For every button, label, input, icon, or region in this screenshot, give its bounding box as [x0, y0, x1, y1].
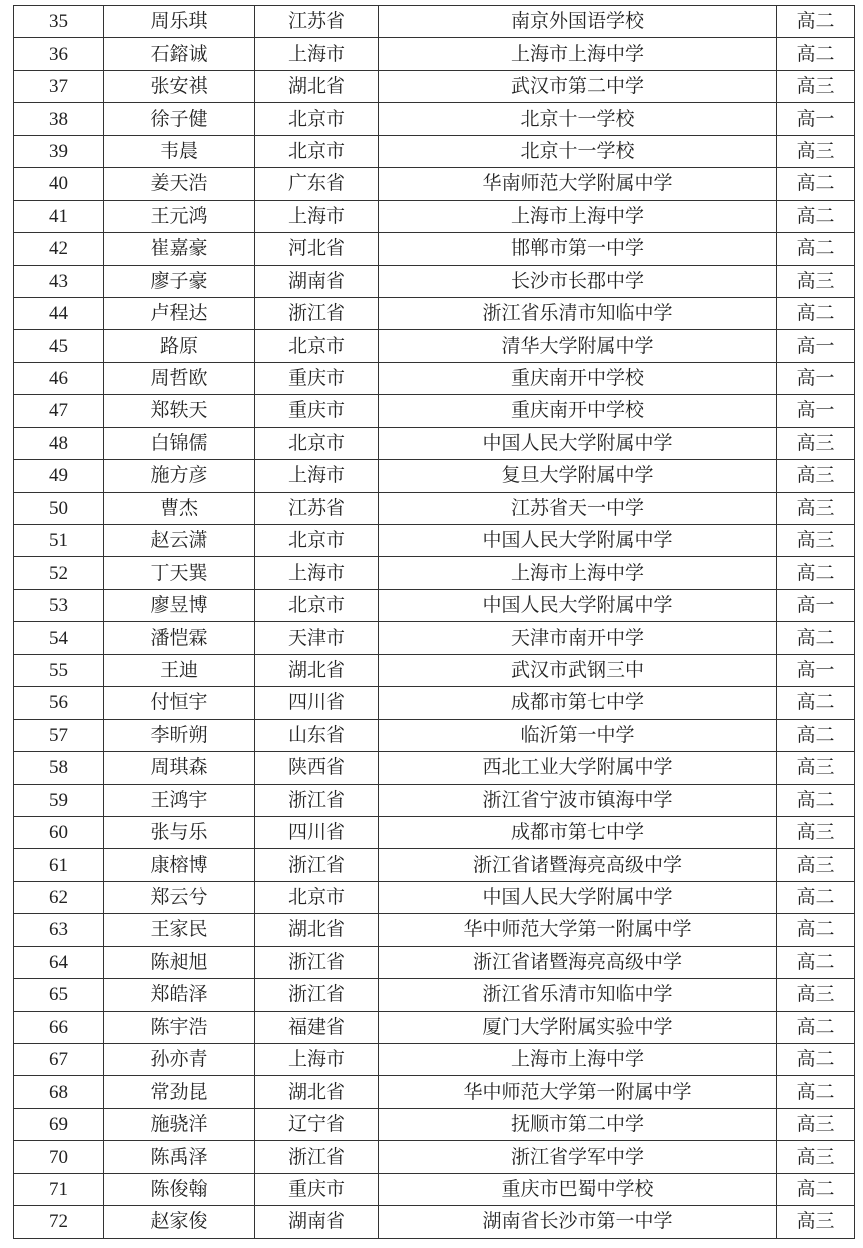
table-row: [14, 265, 855, 297]
student-name-cell: 丁天巽: [104, 557, 255, 589]
grade-cell: 高三: [777, 135, 855, 167]
row-number-cell: 63: [14, 914, 104, 946]
row-number-cell: 70: [14, 1141, 104, 1173]
row-number-cell: 66: [14, 1011, 104, 1043]
school-cell: 浙江省乐清市知临中学: [379, 979, 777, 1011]
table-row: [14, 525, 855, 557]
school-cell: 中国人民大学附属中学: [379, 589, 777, 621]
row-number-cell: 49: [14, 460, 104, 492]
province-cell: 北京市: [255, 589, 379, 621]
student-name-cell: 石鎔诚: [104, 38, 255, 70]
row-number-cell: 51: [14, 525, 104, 557]
school-cell: 邯郸市第一中学: [379, 233, 777, 265]
grade-cell: 高二: [777, 881, 855, 913]
table-row: [14, 70, 855, 102]
row-number-cell: 35: [14, 6, 104, 38]
grade-cell: 高三: [777, 70, 855, 102]
province-cell: 辽宁省: [255, 1108, 379, 1140]
table-row: [14, 1011, 855, 1043]
school-cell: 南京外国语学校: [379, 6, 777, 38]
row-number-cell: 67: [14, 1044, 104, 1076]
grade-cell: 高一: [777, 395, 855, 427]
student-name-cell: 施骁洋: [104, 1108, 255, 1140]
student-name-cell: 郑云兮: [104, 881, 255, 913]
province-cell: 湖北省: [255, 70, 379, 102]
grade-cell: 高二: [777, 6, 855, 38]
province-cell: 河北省: [255, 233, 379, 265]
row-number-cell: 42: [14, 233, 104, 265]
school-cell: 临沂第一中学: [379, 719, 777, 751]
row-number-cell: 56: [14, 687, 104, 719]
table-row: [14, 1206, 855, 1238]
table-row: [14, 979, 855, 1011]
province-cell: 重庆市: [255, 395, 379, 427]
row-number-cell: 41: [14, 200, 104, 232]
grade-cell: 高二: [777, 687, 855, 719]
school-cell: 浙江省宁波市镇海中学: [379, 784, 777, 816]
province-cell: 山东省: [255, 719, 379, 751]
school-cell: 成都市第七中学: [379, 816, 777, 848]
grade-cell: 高二: [777, 168, 855, 200]
province-cell: 浙江省: [255, 849, 379, 881]
province-cell: 浙江省: [255, 297, 379, 329]
table-row: [14, 200, 855, 232]
province-cell: 湖北省: [255, 1076, 379, 1108]
student-name-cell: 廖昱博: [104, 589, 255, 621]
province-cell: 福建省: [255, 1011, 379, 1043]
student-name-cell: 周琪森: [104, 752, 255, 784]
student-name-cell: 赵家俊: [104, 1206, 255, 1238]
school-cell: 复旦大学附属中学: [379, 460, 777, 492]
school-cell: 湖南省长沙市第一中学: [379, 1206, 777, 1238]
table-row: [14, 1108, 855, 1140]
row-number-cell: 48: [14, 427, 104, 459]
school-cell: 江苏省天一中学: [379, 492, 777, 524]
row-number-cell: 53: [14, 589, 104, 621]
province-cell: 北京市: [255, 103, 379, 135]
province-cell: 上海市: [255, 38, 379, 70]
student-name-cell: 路原: [104, 330, 255, 362]
school-cell: 华中师范大学第一附属中学: [379, 1076, 777, 1108]
grade-cell: 高二: [777, 784, 855, 816]
province-cell: 浙江省: [255, 979, 379, 1011]
table-row: [14, 589, 855, 621]
province-cell: 北京市: [255, 525, 379, 557]
student-name-cell: 陈俊翰: [104, 1173, 255, 1205]
school-cell: 抚顺市第二中学: [379, 1108, 777, 1140]
student-name-cell: 廖子豪: [104, 265, 255, 297]
school-cell: 上海市上海中学: [379, 200, 777, 232]
province-cell: 上海市: [255, 200, 379, 232]
table-row: [14, 1076, 855, 1108]
grade-cell: 高二: [777, 946, 855, 978]
school-cell: 中国人民大学附属中学: [379, 427, 777, 459]
student-name-cell: 王元鸿: [104, 200, 255, 232]
student-name-cell: 康榕博: [104, 849, 255, 881]
province-cell: 上海市: [255, 1044, 379, 1076]
grade-cell: 高三: [777, 460, 855, 492]
student-name-cell: 孙亦青: [104, 1044, 255, 1076]
school-cell: 北京十一学校: [379, 135, 777, 167]
school-cell: 上海市上海中学: [379, 557, 777, 589]
student-name-cell: 姜天浩: [104, 168, 255, 200]
school-cell: 重庆南开中学校: [379, 362, 777, 394]
province-cell: 浙江省: [255, 1141, 379, 1173]
grade-cell: 高二: [777, 719, 855, 751]
grade-cell: 高二: [777, 200, 855, 232]
table-row: [14, 946, 855, 978]
table-row: [14, 1044, 855, 1076]
province-cell: 上海市: [255, 460, 379, 492]
province-cell: 重庆市: [255, 1173, 379, 1205]
row-number-cell: 46: [14, 362, 104, 394]
province-cell: 浙江省: [255, 784, 379, 816]
student-name-cell: 张安祺: [104, 70, 255, 102]
grade-cell: 高三: [777, 816, 855, 848]
province-cell: 湖北省: [255, 914, 379, 946]
school-cell: 重庆市巴蜀中学校: [379, 1173, 777, 1205]
province-cell: 湖北省: [255, 654, 379, 686]
table-row: [14, 6, 855, 38]
table-row: [14, 492, 855, 524]
table-row: [14, 622, 855, 654]
table-row: [14, 395, 855, 427]
school-cell: 武汉市第二中学: [379, 70, 777, 102]
student-name-cell: 崔嘉豪: [104, 233, 255, 265]
table-row: [14, 719, 855, 751]
roster-table-body: [14, 6, 855, 1239]
province-cell: 江苏省: [255, 492, 379, 524]
school-cell: 成都市第七中学: [379, 687, 777, 719]
student-name-cell: 周乐琪: [104, 6, 255, 38]
row-number-cell: 54: [14, 622, 104, 654]
student-name-cell: 陈宇浩: [104, 1011, 255, 1043]
table-row: [14, 38, 855, 70]
school-cell: 浙江省乐清市知临中学: [379, 297, 777, 329]
student-name-cell: 郑轶天: [104, 395, 255, 427]
table-row: [14, 557, 855, 589]
grade-cell: 高三: [777, 979, 855, 1011]
student-name-cell: 李昕朔: [104, 719, 255, 751]
school-cell: 重庆南开中学校: [379, 395, 777, 427]
row-number-cell: 57: [14, 719, 104, 751]
grade-cell: 高三: [777, 1108, 855, 1140]
grade-cell: 高三: [777, 849, 855, 881]
student-name-cell: 卢程达: [104, 297, 255, 329]
row-number-cell: 36: [14, 38, 104, 70]
province-cell: 北京市: [255, 330, 379, 362]
row-number-cell: 71: [14, 1173, 104, 1205]
grade-cell: 高三: [777, 265, 855, 297]
row-number-cell: 43: [14, 265, 104, 297]
row-number-cell: 55: [14, 654, 104, 686]
row-number-cell: 40: [14, 168, 104, 200]
row-number-cell: 37: [14, 70, 104, 102]
school-cell: 浙江省诸暨海亮高级中学: [379, 946, 777, 978]
table-row: [14, 460, 855, 492]
row-number-cell: 68: [14, 1076, 104, 1108]
province-cell: 湖南省: [255, 1206, 379, 1238]
student-name-cell: 王迪: [104, 654, 255, 686]
grade-cell: 高二: [777, 557, 855, 589]
table-row: [14, 330, 855, 362]
roster-table: [13, 5, 855, 1239]
grade-cell: 高一: [777, 362, 855, 394]
province-cell: 广东省: [255, 168, 379, 200]
row-number-cell: 38: [14, 103, 104, 135]
school-cell: 厦门大学附属实验中学: [379, 1011, 777, 1043]
table-row: [14, 784, 855, 816]
row-number-cell: 72: [14, 1206, 104, 1238]
table-row: [14, 233, 855, 265]
row-number-cell: 47: [14, 395, 104, 427]
grade-cell: 高三: [777, 525, 855, 557]
grade-cell: 高二: [777, 1044, 855, 1076]
row-number-cell: 59: [14, 784, 104, 816]
province-cell: 北京市: [255, 881, 379, 913]
row-number-cell: 45: [14, 330, 104, 362]
school-cell: 北京十一学校: [379, 103, 777, 135]
grade-cell: 高一: [777, 589, 855, 621]
province-cell: 北京市: [255, 427, 379, 459]
school-cell: 中国人民大学附属中学: [379, 525, 777, 557]
row-number-cell: 61: [14, 849, 104, 881]
grade-cell: 高二: [777, 1011, 855, 1043]
student-name-cell: 白锦儒: [104, 427, 255, 459]
school-cell: 中国人民大学附属中学: [379, 881, 777, 913]
grade-cell: 高一: [777, 330, 855, 362]
table-row: [14, 687, 855, 719]
table-row: [14, 362, 855, 394]
row-number-cell: 44: [14, 297, 104, 329]
grade-cell: 高二: [777, 914, 855, 946]
student-name-cell: 潘恺霖: [104, 622, 255, 654]
grade-cell: 高三: [777, 427, 855, 459]
grade-cell: 高一: [777, 103, 855, 135]
student-name-cell: 王家民: [104, 914, 255, 946]
school-cell: 华南师范大学附属中学: [379, 168, 777, 200]
grade-cell: 高二: [777, 38, 855, 70]
table-row: [14, 427, 855, 459]
table-row: [14, 103, 855, 135]
table-row: [14, 135, 855, 167]
row-number-cell: 62: [14, 881, 104, 913]
grade-cell: 高一: [777, 654, 855, 686]
student-name-cell: 张与乐: [104, 816, 255, 848]
student-name-cell: 曹杰: [104, 492, 255, 524]
table-row: [14, 297, 855, 329]
grade-cell: 高三: [777, 752, 855, 784]
row-number-cell: 64: [14, 946, 104, 978]
grade-cell: 高三: [777, 1141, 855, 1173]
table-row: [14, 849, 855, 881]
row-number-cell: 39: [14, 135, 104, 167]
grade-cell: 高二: [777, 622, 855, 654]
row-number-cell: 65: [14, 979, 104, 1011]
grade-cell: 高二: [777, 1173, 855, 1205]
student-name-cell: 陈禹泽: [104, 1141, 255, 1173]
table-row: [14, 752, 855, 784]
table-row: [14, 1173, 855, 1205]
grade-cell: 高二: [777, 1076, 855, 1108]
school-cell: 浙江省诸暨海亮高级中学: [379, 849, 777, 881]
table-row: [14, 816, 855, 848]
student-name-cell: 陈昶旭: [104, 946, 255, 978]
student-name-cell: 郑皓泽: [104, 979, 255, 1011]
province-cell: 重庆市: [255, 362, 379, 394]
school-cell: 浙江省学军中学: [379, 1141, 777, 1173]
table-row: [14, 881, 855, 913]
province-cell: 江苏省: [255, 6, 379, 38]
school-cell: 清华大学附属中学: [379, 330, 777, 362]
school-cell: 华中师范大学第一附属中学: [379, 914, 777, 946]
row-number-cell: 60: [14, 816, 104, 848]
row-number-cell: 58: [14, 752, 104, 784]
province-cell: 陕西省: [255, 752, 379, 784]
school-cell: 上海市上海中学: [379, 38, 777, 70]
grade-cell: 高二: [777, 233, 855, 265]
student-name-cell: 常劲昆: [104, 1076, 255, 1108]
student-name-cell: 徐子健: [104, 103, 255, 135]
student-name-cell: 韦晨: [104, 135, 255, 167]
row-number-cell: 69: [14, 1108, 104, 1140]
school-cell: 西北工业大学附属中学: [379, 752, 777, 784]
province-cell: 天津市: [255, 622, 379, 654]
school-cell: 天津市南开中学: [379, 622, 777, 654]
student-name-cell: 周哲欧: [104, 362, 255, 394]
province-cell: 湖南省: [255, 265, 379, 297]
table-row: [14, 1141, 855, 1173]
row-number-cell: 50: [14, 492, 104, 524]
province-cell: 浙江省: [255, 946, 379, 978]
grade-cell: 高三: [777, 492, 855, 524]
table-row: [14, 168, 855, 200]
province-cell: 四川省: [255, 816, 379, 848]
province-cell: 北京市: [255, 135, 379, 167]
province-cell: 四川省: [255, 687, 379, 719]
province-cell: 上海市: [255, 557, 379, 589]
school-cell: 上海市上海中学: [379, 1044, 777, 1076]
grade-cell: 高三: [777, 1206, 855, 1238]
grade-cell: 高二: [777, 297, 855, 329]
table-row: [14, 654, 855, 686]
student-name-cell: 施方彦: [104, 460, 255, 492]
student-name-cell: 付恒宇: [104, 687, 255, 719]
school-cell: 武汉市武钢三中: [379, 654, 777, 686]
table-row: [14, 914, 855, 946]
student-name-cell: 赵云潇: [104, 525, 255, 557]
school-cell: 长沙市长郡中学: [379, 265, 777, 297]
row-number-cell: 52: [14, 557, 104, 589]
student-name-cell: 王鸿宇: [104, 784, 255, 816]
